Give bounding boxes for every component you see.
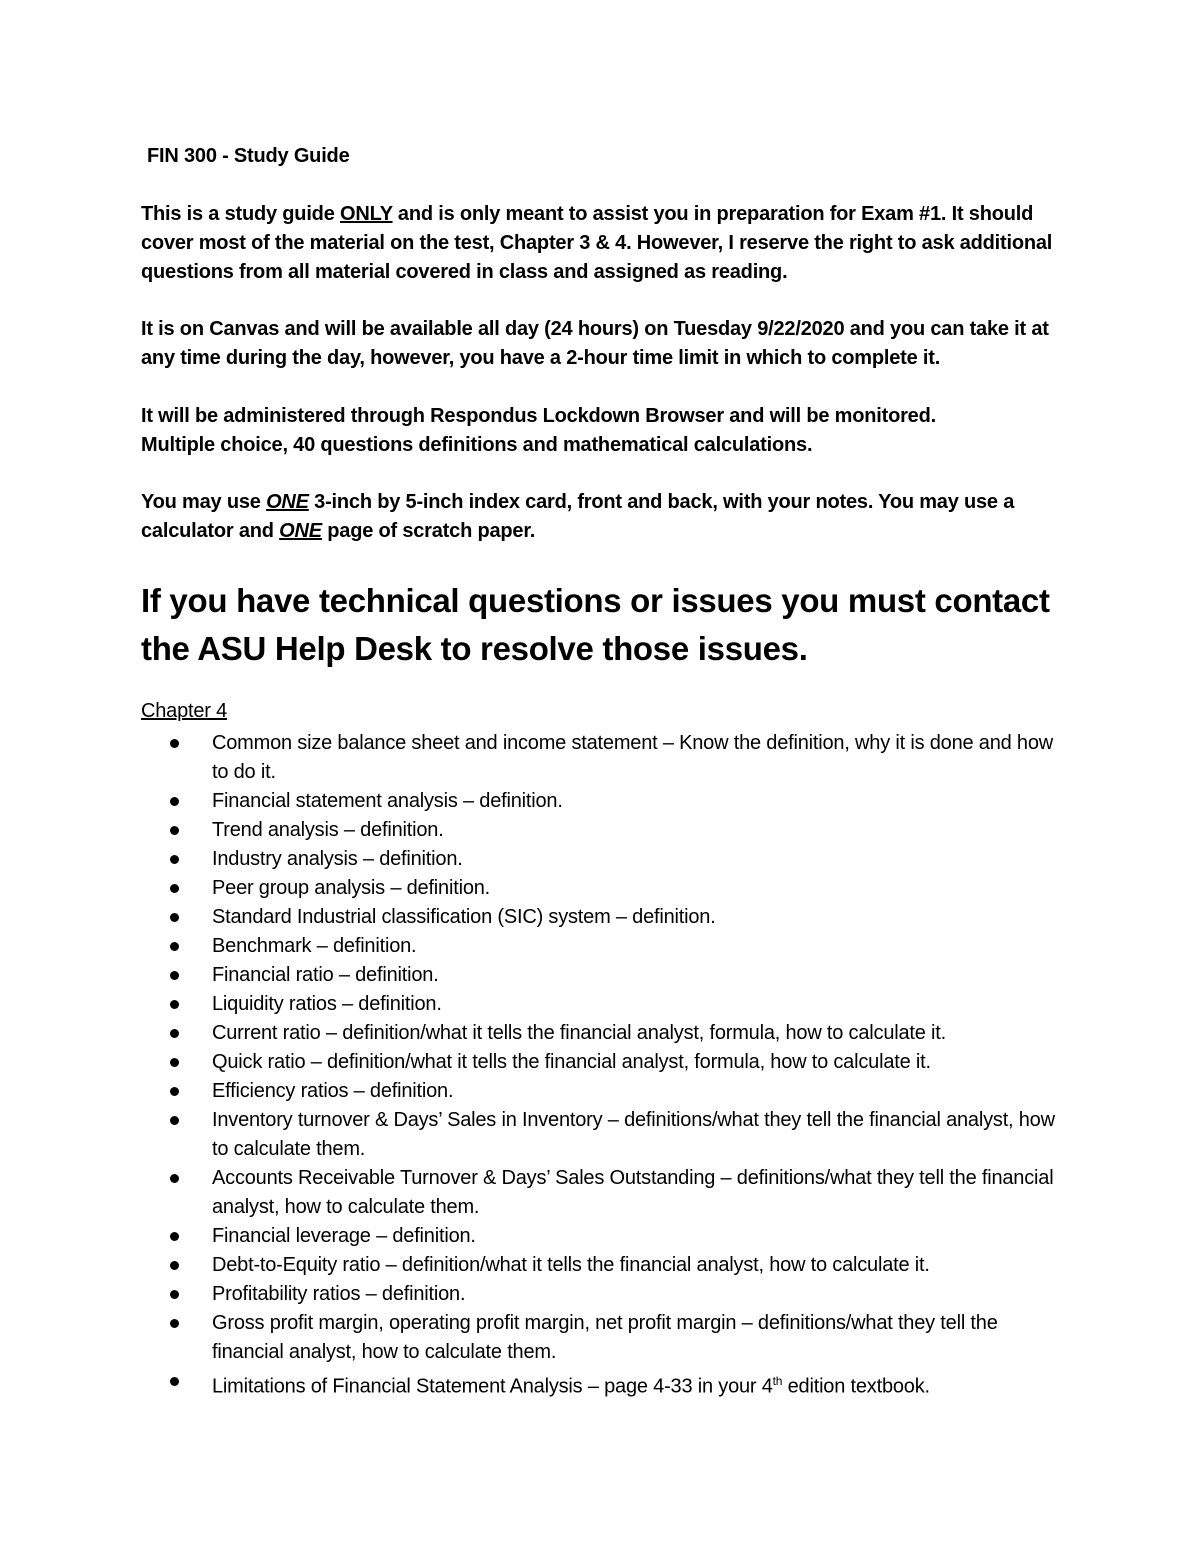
list-item: Quick ratio – definition/what it tells the financial analyst, formula, how to calculate it.	[170, 1048, 1070, 1077]
notes-one-emphasis-1: ONE	[266, 491, 309, 513]
lockdown-paragraph	[141, 402, 1071, 460]
list-item: Peer group analysis – definition.	[170, 874, 1070, 903]
list-item: Standard Industrial classification (SIC) system – definition.	[170, 903, 1070, 932]
bullet-icon	[170, 1290, 179, 1299]
list-item: Common size balance sheet and income statement – Know the definition, why it is done and how to do it.	[170, 729, 1070, 787]
intro-text-1: This is a study guide	[141, 203, 340, 225]
list-item: Accounts Receivable Turnover & Days’ Sales Outstanding – definitions/what they tell the financial analyst, how to calculate them.	[170, 1164, 1070, 1222]
bullet-icon	[170, 1029, 179, 1038]
notes-text-2: 3-inch by 5-inch index card, front and back, with your notes. You may use a calculator and	[141, 491, 1015, 542]
list-item: Efficiency ratios – definition.	[170, 1077, 1070, 1106]
bullet-icon	[170, 1261, 179, 1270]
bullet-icon	[170, 1058, 179, 1067]
intro-paragraph	[141, 200, 1071, 287]
list-item: Financial ratio – definition.	[170, 961, 1070, 990]
bullet-icon	[170, 1377, 179, 1386]
bullet-icon	[170, 826, 179, 835]
lockdown-line-1: It will be administered through Respondus Lockdown Browser and will be monitored.	[141, 405, 936, 427]
intro-text-2: and is only meant to assist you in preparation for Exam #1. It should cover most of the material on the test, Chapter 3 & 4. However, I reserve the right to ask additional questions from all material covered in class and assigned as reading.	[141, 203, 1053, 283]
list-item: Inventory turnover & Days’ Sales in Inventory – definitions/what they tell the financial analyst, how to calculate them.	[170, 1106, 1070, 1164]
bullet-icon	[170, 739, 179, 748]
list-item: Liquidity ratios – definition.	[170, 990, 1070, 1019]
bullet-icon	[170, 1174, 179, 1183]
bullet-icon	[170, 884, 179, 893]
list-item: Current ratio – definition/what it tells the financial analyst, formula, how to calculate it.	[170, 1019, 1070, 1048]
list-item: Debt-to-Equity ratio – definition/what it tells the financial analyst, how to calculate it.	[170, 1251, 1070, 1280]
list-item: Benchmark – definition.	[170, 932, 1070, 961]
list-item: Industry analysis – definition.	[170, 845, 1070, 874]
list-item: Limitations of Financial Statement Analysis – page 4-33 in your 4th edition textbook.	[170, 1367, 1070, 1402]
bullet-icon	[170, 971, 179, 980]
notes-paragraph	[141, 488, 1071, 546]
intro-only-emphasis: ONLY	[339, 203, 393, 225]
notes-one-emphasis-2: ONE	[279, 520, 322, 542]
bullet-icon	[170, 913, 179, 922]
bullet-icon	[170, 1232, 179, 1241]
help-desk-notice: If you have technical questions or issues you must contact the ASU Help Desk to resolve those issues.	[141, 582, 1050, 667]
bullet-icon	[170, 1000, 179, 1009]
canvas-paragraph: It is on Canvas and will be available all day (24 hours) on Tuesday 9/22/2020 and you can take it at any time during the day, however, you have a 2-hour time limit in which to complete it.	[141, 318, 1049, 369]
list-item: Gross profit margin, operating profit margin, net profit margin – definitions/what they tell the financial analyst, how to calculate them.	[170, 1309, 1070, 1367]
bullet-icon	[170, 1319, 179, 1328]
chapter-heading: Chapter 4	[141, 700, 228, 722]
notes-text-3: page of scratch paper.	[321, 520, 536, 542]
bullet-icon	[170, 1087, 179, 1096]
bullet-icon	[170, 942, 179, 951]
bullet-icon	[170, 1116, 179, 1125]
chapter-topic-list	[170, 729, 1070, 1402]
bullet-icon	[170, 797, 179, 806]
page-title: FIN 300 - Study Guide	[147, 145, 350, 167]
bullet-icon	[170, 855, 179, 864]
list-item: Financial statement analysis – definition.	[170, 787, 1070, 816]
list-item: Profitability ratios – definition.	[170, 1280, 1070, 1309]
notes-text-1: You may use	[141, 491, 267, 513]
lockdown-line-2: Multiple choice, 40 questions definitions and mathematical calculations.	[141, 434, 813, 456]
list-item: Financial leverage – definition.	[170, 1222, 1070, 1251]
list-item: Trend analysis – definition.	[170, 816, 1070, 845]
